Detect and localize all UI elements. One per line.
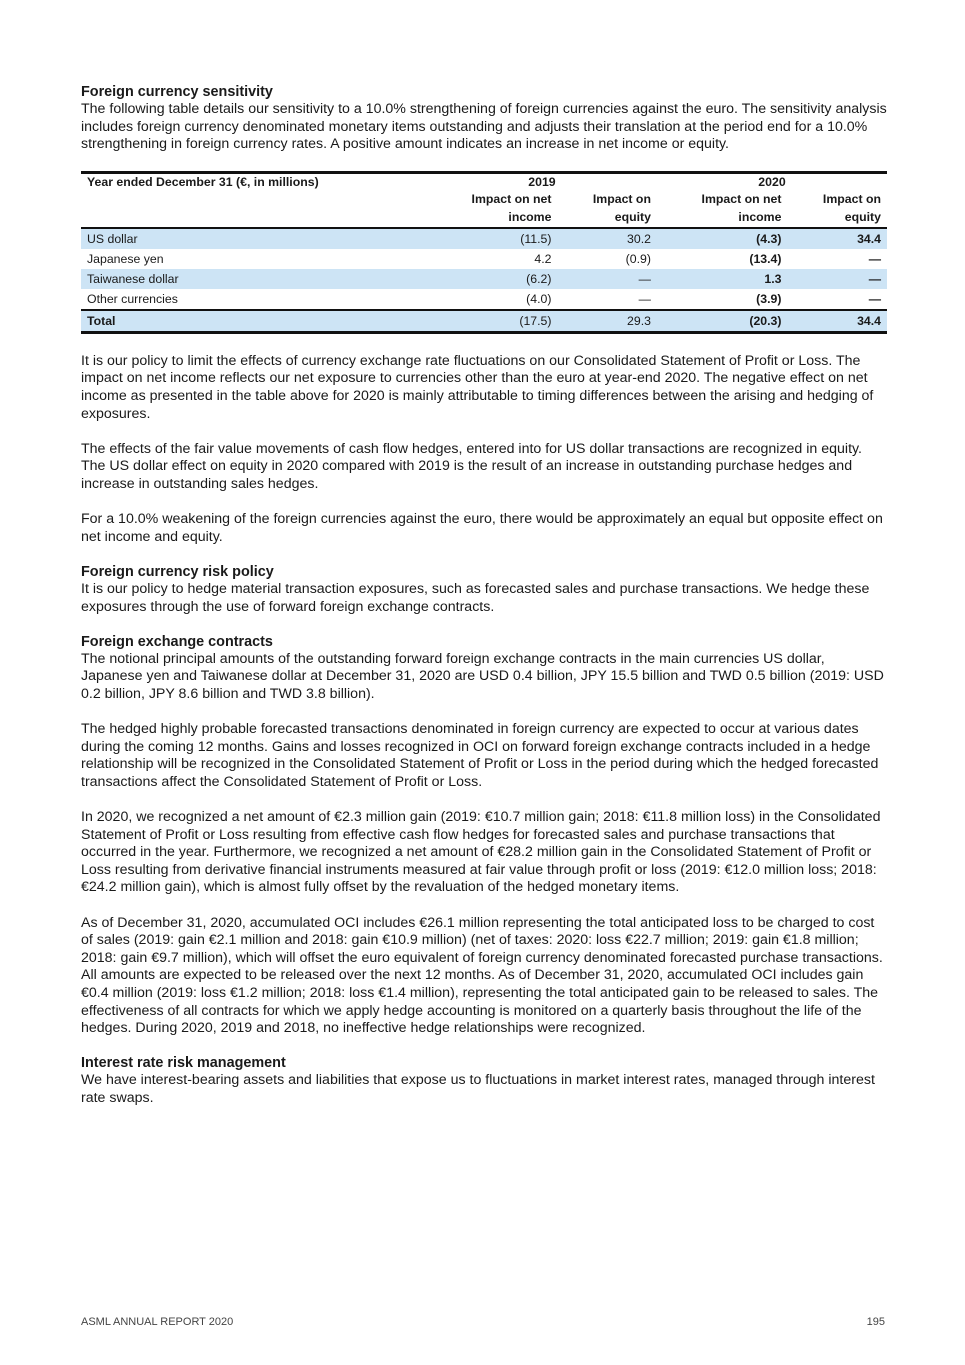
page-footer bbox=[81, 1316, 885, 1328]
year-2019-header: 2019 bbox=[427, 172, 657, 191]
footer-report-title: ASML ANNUAL REPORT 2020 bbox=[81, 1316, 234, 1328]
fx-contracts-p1: The notional principal amounts of the outstanding forward foreign exchange contracts in the main currencies US dollar, Japanese yen and Taiwanese dollar at December 31, 2020 are USD 0.4 billion, JPY 15.5 billion and TWD 0.5 billion (2019: USD 0.2 billion, JPY 8.6 billion and TWD 3.8 billion). bbox=[81, 650, 884, 702]
page-content bbox=[81, 84, 887, 1108]
page-number: 195 bbox=[866, 1316, 885, 1328]
col-eq-2020-l1: Impact on bbox=[822, 191, 881, 206]
table-row: Japanese yen 4.2 (0.9) (13.4) — bbox=[87, 251, 881, 266]
table-subheader-row-2 bbox=[81, 209, 887, 228]
policy-paragraph-3: For a 10.0% weakening of the foreign currencies against the euro, there would be approximately an equal but opposite effect on net income and equity. bbox=[81, 511, 883, 545]
table-row: Taiwanese dollar (6.2) — 1.3 — bbox=[81, 269, 887, 289]
fx-risk-policy-text: It is our policy to hedge material transaction exposures, such as forecasted sales and purchase transactions. We hedge these exposures through the use of forward foreign exchange contracts. bbox=[81, 580, 870, 615]
heading-interest-rate: Interest rate risk management bbox=[81, 1055, 286, 1072]
year-2020-header: 2020 bbox=[657, 172, 887, 191]
fx-contracts-p4: As of December 31, 2020, accumulated OCI includes €26.1 million representing the total anticipated loss to be charged to cost of sales (2019: gain €2.1 million and 2018: gain €10.9 million) (net of taxes: 2020: loss €22.7 million; 2019: gain €1.8 million; 2018: gain €9.7 million), which will offset the euro equivalent of foreign currency denominated forecasted purchase transactions. All amounts are expected to be released over the next 12 months. As of December 31, 2020, accumulated OCI includes gain €0.4 million (2019: loss €1.2 million; 2018: loss €1.4 million), representing the total anticipated gain to be released to sales. The effectiveness of all contracts for which we apply hedge accounting is monitored on a quarterly basis throughout the life of the hedges. During 2020, 2019 and 2018, no ineffective hedge relationships were recognized. bbox=[81, 914, 883, 1037]
col-ni-2019-l2: income bbox=[427, 209, 558, 228]
fx-sensitivity-intro: The following table details our sensitivity to a 10.0% strengthening of foreign currencies against the euro. The sensitivity analysis includes foreign currency denominated monetary items outstanding and adjusts their translation at the period end for a 10.0% strengthening in foreign currency rates. A positive amount indicates an increase in net income or equity. bbox=[81, 101, 887, 153]
policy-paragraph-1: It is our policy to limit the effects of currency exchange rate fluctuations on our Consolidated Statement of Profit or Loss. The impact on net income reflects our net exposure to currencies other than the euro at year-end 2020. The negative effect on net income as presented in the table above for 2020 is mainly attributable to timing differences between the arising and hedging of exposures. bbox=[81, 352, 874, 422]
fx-sensitivity-table bbox=[81, 171, 887, 334]
fx-contracts-p3: In 2020, we recognized a net amount of €2.3 million gain (2019: €10.7 million gain; 2018: €11.8 million loss) in the Consolidated Statement of Profit or Loss resulting from effective cash flow hedges for forecasted sales and purchase transactions that occurred in the year. Furthermore, we recognized a net amount of €28.2 million gain in the Consolidated Statement of Profit or Loss resulting from derivative financial instruments measured at fair value through profit or loss (2019: €12.0 million loss; 2018: €24.2 million gain), which is almost fully offset by the revaluation of the hedged monetary items. bbox=[81, 809, 881, 896]
heading-fx-contracts: Foreign exchange contracts bbox=[81, 633, 273, 650]
col-ni-2020-l2: income bbox=[657, 209, 788, 228]
heading-fx-sensitivity: Foreign currency sensitivity bbox=[81, 84, 273, 100]
interest-rate-text: We have interest-bearing assets and liabilities that expose us to fluctuations in market interest rates, managed through interest rate swaps. bbox=[81, 1072, 875, 1106]
col-ni-2019-l1: Impact on net bbox=[471, 191, 552, 206]
table-header-row bbox=[81, 172, 887, 191]
table-subheader-row bbox=[81, 191, 887, 209]
col-eq-2019-l2: equity bbox=[557, 209, 656, 228]
col-eq-2019-l1: Impact on bbox=[592, 191, 651, 206]
col-ni-2020-l1: Impact on net bbox=[701, 191, 782, 206]
table-row: Other currencies (4.0) — (3.9) — bbox=[87, 291, 881, 306]
table-total-row: Total (17.5) 29.3 (20.3) 34.4 bbox=[81, 310, 887, 333]
fx-contracts-p2: The hedged highly probable forecasted transactions denominated in foreign currency are expected to occur at various dates during the coming 12 months. Gains and losses recognized in OCI on forward foreign exchange contracts included in a hedge relationship will be recognized in the Consolidated Statement of Profit or Loss in the period during which the hedged forecasted transactions affect the Consolidated Statement of Profit or Loss. bbox=[81, 721, 879, 790]
table-header-label: Year ended December 31 (€, in millions) bbox=[81, 172, 427, 191]
policy-paragraph-2: The effects of the fair value movements of cash flow hedges, entered into for US dollar transactions are recognized in equity. The US dollar effect on equity in 2020 compared with 2019 is the result of an increase in outstanding purchase hedges and increase in outstanding sales hedges. bbox=[81, 440, 862, 492]
heading-fx-risk-policy: Foreign currency risk policy bbox=[81, 563, 274, 580]
col-eq-2020-l2: equity bbox=[787, 209, 887, 228]
table-row: US dollar (11.5) 30.2 (4.3) 34.4 bbox=[81, 228, 887, 249]
